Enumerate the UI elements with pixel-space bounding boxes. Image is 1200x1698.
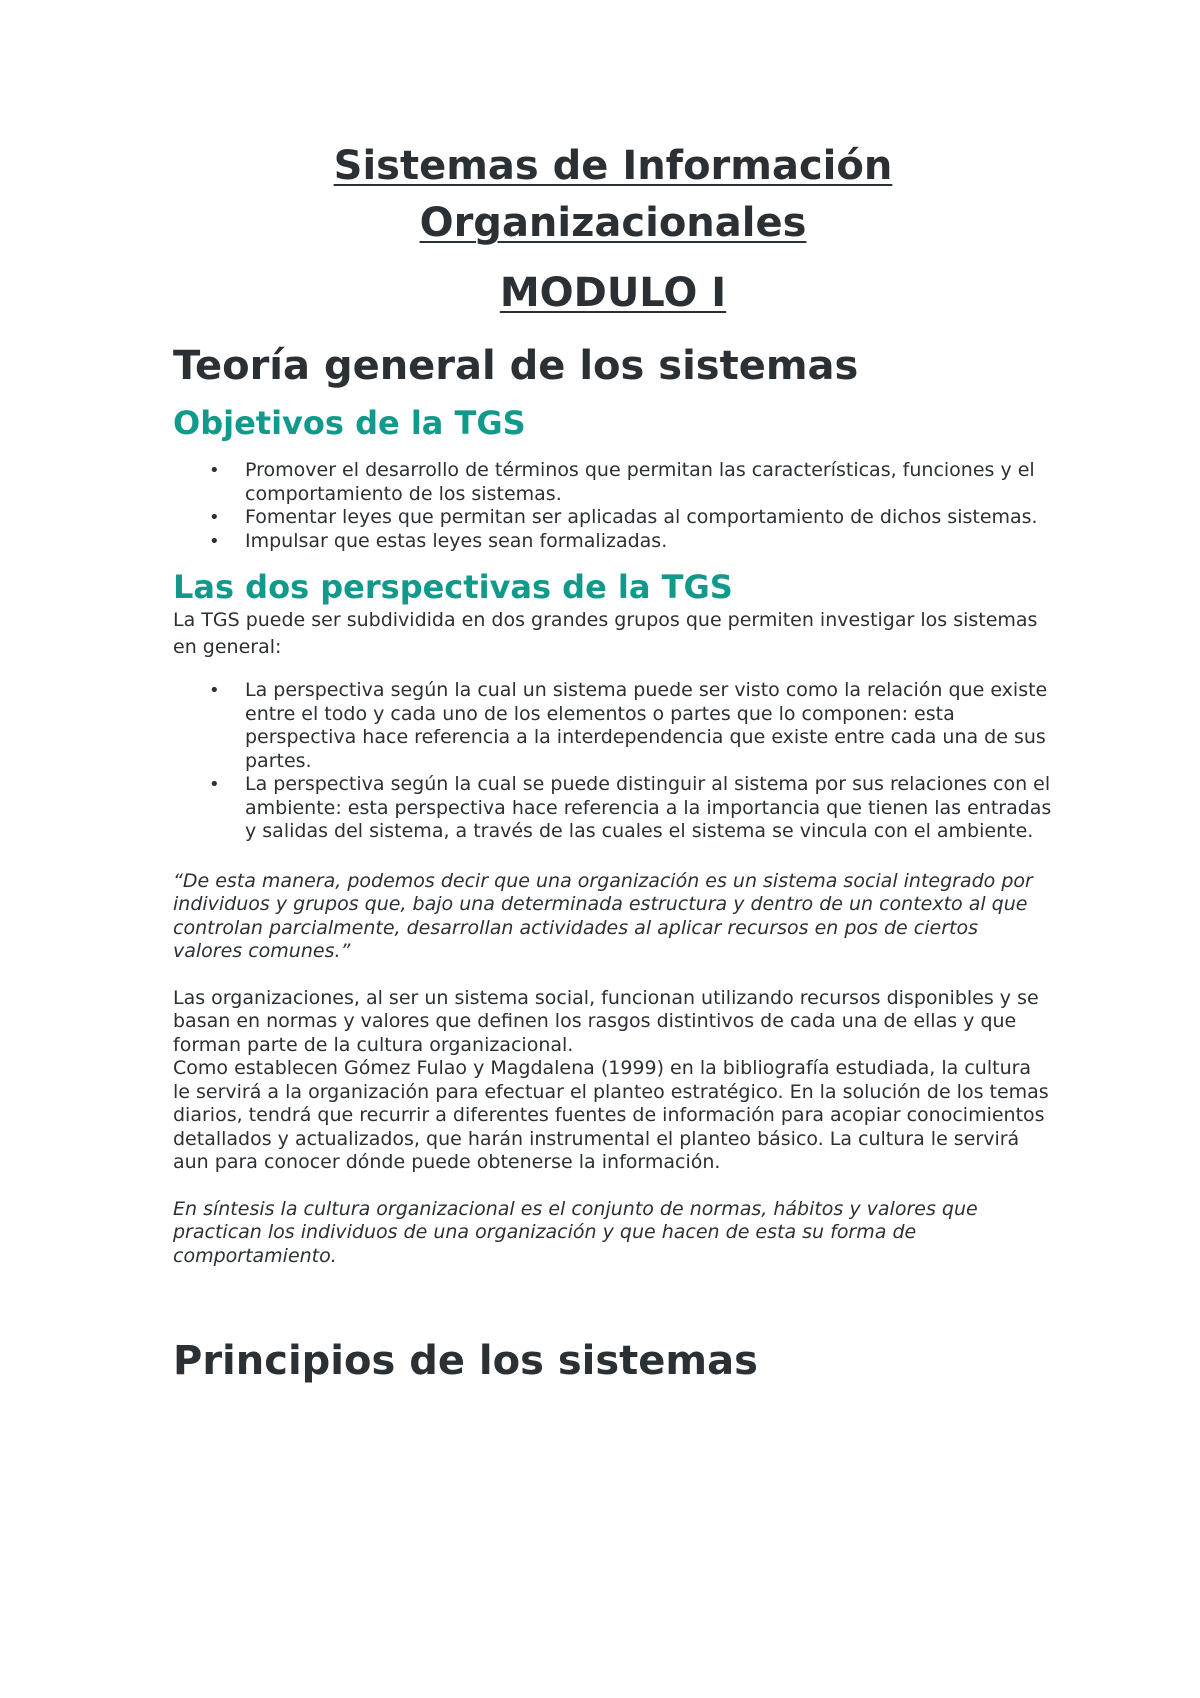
section-heading-tgs: Teoría general de los sistemas (173, 343, 859, 389)
bullet-icon: • (209, 530, 220, 552)
title-line-2: Organizacionales (419, 200, 807, 246)
perspectives-list (173, 679, 1053, 844)
perspectives-heading: Las dos perspectivas de la TGS (173, 568, 733, 606)
module-title: MODULO I (499, 270, 727, 316)
list-item (173, 530, 1053, 554)
quote-paragraph: “De esta manera, podemos decir que una organización es un sistema social integrado por individuos y grupos que, bajo una determinada estructura y dentro de un contexto al que controlan parcialmente, desarrollan actividades al aplicar recursos en pos de ciertos valores comunes.” (173, 869, 1033, 962)
list-item (173, 773, 1053, 844)
perspective-text: La perspectiva según la cual se puede distinguir al sistema por sus relaciones con el ambiente: esta perspectiva hace referencia a la importancia que tienen las entradas y salidas del sistema, a través de las cuales el sistema se vincula con el ambiente. (245, 773, 1052, 842)
organizations-paragraph: Las organizaciones, al ser un sistema social, funcionan utilizando recursos disponibles y se basan en normas y valores que definen los rasgos distintivos de cada una de ellas y que forman parte de la cultura organizacional. (173, 986, 1039, 1056)
objectives-heading: Objetivos de la TGS (173, 404, 526, 442)
bullet-icon: • (209, 507, 220, 528)
objective-text: Impulsar que estas leyes sean formalizadas. (245, 529, 668, 552)
synthesis-paragraph: En síntesis la cultura organizacional es el conjunto de normas, hábitos y valores que practican los individuos de una organización y que hacen de esta su forma de comportamiento. (173, 1197, 978, 1267)
list-item (173, 506, 1053, 530)
bullet-icon: • (209, 460, 220, 481)
title-line-1: Sistemas de Información (333, 143, 893, 189)
section-heading-principles: Principios de los sistemas (173, 1338, 758, 1384)
perspective-text: La perspectiva según la cual un sistema puede ser visto como la relación que existe entre el todo y cada uno de los elementos o partes que lo componen: esta perspectiva hace referencia a la interdependencia que existe entre cada una de sus partes. (245, 679, 1048, 772)
document-title (173, 138, 1053, 252)
culture-paragraph: Como establecen Gómez Fulao y Magdalena (1999) en la bibliografía estudiada, la cultura le servirá a la organización para efectuar el planteo estratégico. En la solución de los temas diarios, tendrá que recurrir a diferentes fuentes de información para acopiar conocimientos detallados y actualizados, que harán instrumental el planteo básico. La cultura le servirá aun para conocer dónde puede obtenerse la información. (173, 1057, 1049, 1173)
list-item (173, 679, 1053, 773)
bullet-icon: • (209, 680, 220, 701)
objective-text: Promover el desarrollo de términos que permitan las características, funciones y el comportamiento de los sistemas. (245, 459, 1035, 505)
objectives-list (173, 459, 1053, 553)
objective-text: Fomentar leyes que permitan ser aplicadas al comportamiento de dichos sistemas. (245, 506, 1038, 528)
perspectives-intro: La TGS puede ser subdividida en dos grandes grupos que permiten investigar los sistemas en general: (173, 609, 1038, 658)
list-item (173, 459, 1053, 506)
bullet-icon: • (209, 774, 220, 795)
document-page (173, 138, 1053, 1388)
